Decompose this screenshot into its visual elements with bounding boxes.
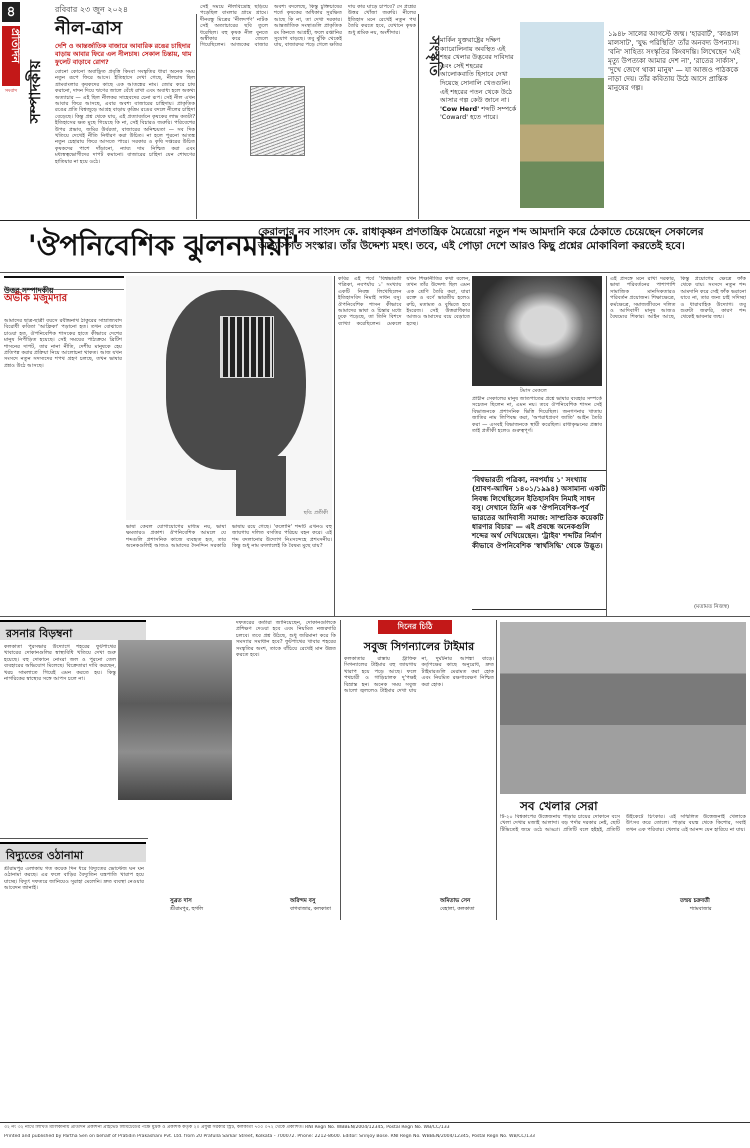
masthead: [0, 0, 50, 210]
page-number: ৪: [2, 2, 20, 22]
main-col5: এই প্রসঙ্গে মনে রাখা দরকার, ভাষা পরিবর্তনের পাশাপাশি সামাজিক মানসিকতারও পরিবর্তন প্রয়োজন। শিক্ষাক্ষেত্রে, কর্মক্ষেত্রে, সমাজজীবনে দলিত ও আদিবাসী মানুষ আজও বৈষম্যের শিকার। আইন আছে, কিন্তু প্রয়োগের ক্ষেত্রে ফাঁক থেকে যায়। সংসদে নতুন শব্দ আমদানি করে সেই ফাঁক ভরানো যাবে না, তার জন্য চাই সদিচ্ছা ও ধারাবাহিক উদ্যোগ। তবু শুরুটা জরুরি, কারণ শব্দ থেকেই ভাবনার জন্ম।: [610, 276, 746, 321]
top-left-editorial: [55, 18, 195, 218]
divider: [496, 620, 497, 920]
banner-title: 'ঔপনিবেশিক ঝুলনমায়া': [28, 229, 300, 262]
letter-body: কলকাতার রাস্তায় ট্রাফিক সিগন্যালের টাইমার বহু জায়গায় খারাপ হয়ে পড়ে আছে। ফলে পথচারী ও গাড়িচালক দু'পক্ষই বিভ্রান্ত হন। অনেক সময় সবুজ আলো জ্বললেও টাইমার দেখা যায় না, দুর্ঘটনার আশঙ্কা বাড়ে। কর্তৃপক্ষের কাছে অনুরোধ, দ্রুত টাইমারগুলি মেরামত করা হোক এবং নিয়মিত রক্ষণাবেক্ষণ নিশ্চিত করা হোক।: [344, 656, 494, 695]
bottom-left-location: বাগবাজার, কলকাতা: [290, 906, 331, 912]
article-author: অভীক মজুমদার: [4, 293, 68, 304]
bottom-left2-title: বিদ্যুতের ওঠানামা: [6, 849, 84, 862]
top-right-body: ১৯৪৮ সালের আগস্টে জন্ম। 'হারবার্ট', 'কাঙাল মালসাট', 'যুদ্ধ পরিস্থিতি' তাঁর অনবদ্য উপন্যাস। 'বনি' সাহিত্য সংস্কৃতির কিংবদন্তি। লিখেছেন 'এই মৃত্যু উপত্যকা আমার দেশ না', 'রাতের সার্কাস', 'দুখে জেগে থাকা মানুষ' — যা আজও পাঠককে নাড়া দেয়। তাঁর কবিতায় উঠে আসে প্রান্তিক মানুষের গল্প।: [608, 30, 741, 92]
quote-tail-line: [440, 105, 518, 122]
main-col2: ভাষা কেবল যোগাযোগের মাধ্যম নয়, ভাষা ক্ষমতারও প্রকাশ। ঔপনিবেশিক আমলে যে শব্দগুলি প্রশাসনিক কাজে ব্যবহৃত হত, তার অনেকগুলিই আজও আমাদের দৈনন্দিন সরকারি ভাষায় রয়ে গেছে। 'কলোনি' শব্দটি এখনও বহু জায়গায় দলিত বসতির পরিচয় বহন করে। এই শব্দ বদলানোর উদ্যোগ নিঃসন্দেহে প্রশংসনীয়। কিন্তু শুধু নাম বদলালেই কি বৈষম্য মুছে যায়?: [126, 524, 332, 550]
bottom-right-body: টি-২০ বিশ্বকাপের উত্তেজনায় পাড়ার চায়ের দোকানে বসে খেলা দেখার মজাই আলাদা। বড় পর্দার দরকার নেই, ছোট টিভিতেই জমে ওঠে আড্ডা। প্রতিটি বলে হইহই, প্রতিটি উইকেটে চিৎকার। এই সম্মিলিত উত্তেজনাই খেলাকে উৎসব করে তোলে। পাড়ার বয়স্ক থেকে কিশোর, সবাই তখন এক পরিবার। খেলার এই আনন্দ যেন হারিয়ে না যায়।: [500, 814, 746, 833]
quote-box: [422, 22, 518, 212]
divider: [196, 14, 197, 219]
cage: [220, 316, 274, 378]
top-left-body: বোনো কোনো অবাঞ্ছিত প্রবৃত্তি কিংবা সংস্কৃতির ধারা অনেক সময় নতুন রূপে ফিরে আসে। ইতিহাসে দেখা গেছে, নীলচাষ ছিল গ্রামবাংলার কৃষকদের কাছে এক আতঙ্কের নাম। জোর করে চাষ করানো, দাদন দিয়ে ঋণের জালে বেঁধে রাখা এবং অবাধ্য হলে অকথ্য অত্যাচার — এই ছিল নীলকর সাহেবদের চেনা রূপ। সেই নীল এখন আবার ফিরে আসছে, এবার অবশ্য বাজারের চাহিদায়। প্রাকৃতিক রঙের প্রতি বিশ্বজুড়ে আগ্রহ বাড়ায় কৃত্রিম রঙের বদলে নীলের চাহিদা বেড়েছে। কিন্তু প্রশ্ন থেকে যায়, এই প্রত্যাবর্তনে কৃষকের লাভ কতটা? ইতিহাসের ক্ষত মুছে গিয়েছে কি না, সেই বিচারও জরুরি। পরিবেশের উপর প্রভাব, জমির উর্বরতা, বাজারের অনিশ্চয়তা — সব দিক খতিয়ে দেখেই নীতি নির্ধারণ করা উচিত। না হলে পুরনো আতঙ্ক নতুন চেহারায় ফিরে আসতে পারে। সরকার ও কৃষি দপ্তরের উচিত কৃষকদের পাশে দাঁড়ানো, ন্যায্য দাম নিশ্চিত করা এবং মধ্যস্বত্বভোগীদের দাপট কমানো। বাজারের চাহিদা যেন শোষণের হাতিয়ার না হয়ে ওঠে।: [55, 69, 195, 165]
divider: [418, 14, 419, 219]
bottom-left-col2: দফতরের কর্তারা জানিয়েছেন, দোকানগুলিকে প্রশিক্ষণ দেওয়া হবে এবং নিয়মিত নজরদারি চলবে। তবে প্রশ্ন উঠছে, শুধু জরিমানা করে কি সমস্যার সমাধান হবে? ফুটপাথের খাবার শহরের সংস্কৃতির অংশ, তাকে বাঁচিয়ে রেখেই মান উন্নত করতে হবে।: [236, 620, 336, 659]
quote-label: সংস্কৃতি: [426, 36, 442, 76]
top-right-text: [608, 30, 746, 210]
divider: [0, 1122, 750, 1123]
quote-highlight: 'Cow Herd': [440, 104, 480, 113]
bottom-left-body: কলকাতা পুরসভার উদ্যোগে শহরের ফুটপাথের খাবারের দোকানগুলির স্বাস্থ্যবিধি খতিয়ে দেখা শুরু হয়েছে। বহু দোকানে নোংরা জল ও পুরনো তেল ব্যবহারের অভিযোগ মিলেছে। বিক্রেতারা দাবি করছেন, খরচ সামলাতে গিয়েই এমন করতে হয়। কিন্তু নাগরিকের স্বাস্থ্যের সঙ্গে আপস চলে না।: [4, 644, 116, 683]
top-middle-text: [200, 4, 416, 218]
street-food-photo: [118, 640, 232, 800]
quote-tail: শব্দটি সম্পর্কে 'Coward' হতে পারে।: [440, 104, 517, 122]
paper-logo: [2, 26, 20, 86]
pull-quote: [472, 470, 606, 610]
main-illustration: [126, 276, 332, 520]
bottom-right-title: সব খেলার সেরা: [520, 799, 598, 813]
divider: [606, 276, 607, 616]
banner: [0, 226, 750, 270]
section-vertical: সম্পাদকীয়: [26, 60, 44, 124]
top-left-subhead: দেশি ও আন্তর্জাতিক বাজারে আবারিক রঙের চাহিদার বাড়ায় আবার ফিরে এল নীলচাষ। সেকাল চিন্তায়, থাম ফুলেট বাড়াবে রোগ?: [55, 42, 192, 66]
macaulay-portrait: [472, 276, 602, 386]
bottom-left2-body: শ্রীরামপুর এলাকায় গত কয়েক দিন ধরে বিদ্যুতের ভোল্টেজ ঘন ঘন ওঠানামা করছে। এর ফলে বাড়ির বৈদ্যুতিন যন্ত্রপাতি খারাপ হয়ে যাচ্ছে। বিদ্যুৎ দফতরে জানিয়েও সুরাহা মেলেনি। দ্রুত ব্যবস্থা নেওয়ার আবেদন জানাই।: [4, 866, 144, 892]
pull-quote-text: 'বিশ্বভারতী পত্রিকা, নবপর্যায় ১' সংখ্যায় (শ্রাবণ-আশ্বিন ১৪০১/১৯৯৪) অসামান্য একটি নিবন্ধ লিখেছিলেন ইতিহাসবিদ নিমাই সাধন বসু। সেখানে তিনি এক 'ঔপনিবেশিক-পূর্ব ভারতের আদিবাসী সমাজ: সাম্প্রতিক কয়েকটি ধারণার বিচার' — এই প্রবন্ধে অনেকগুলি শব্দের অর্থ দেখিয়েছেন। 'ট্রাইব' শব্দটির নির্মাণ কীভাবে ঔপনিবেশিক 'স্বার্থসিদ্ধি' থেকে উদ্ভূত।: [472, 475, 606, 550]
portrait-caption: টমাস মেকলে: [520, 388, 547, 394]
cricket-photo: [500, 622, 746, 794]
main-col4: প্রাচীন সেকালের মানুষ জাতপাতের প্রশ্নে ভাষার ব্যবহার সম্পর্কে সচেতন ছিলেন না, এমন নয়। তবে ঔপনিবেশিক শাসন সেই বিভাজনকে প্রশাসনিক ভিত্তি দিয়েছিল। জনগণনার খাতায় জাতির নাম লিপিবদ্ধ করা, 'অপরাধপ্রবণ জাতি' আইন তৈরি করা — এসবই বিভাজনকে স্থায়ী করেছিল। রাধাকৃষ্ণনের প্রস্তাব তাই প্রতীকী হলেও গুরুত্বপূর্ণ।: [472, 396, 602, 435]
illustration-caption: ছবি: প্রতীকী: [303, 510, 328, 516]
divider: [0, 272, 750, 273]
bottom-left-title: রসনার বিড়ম্বনা: [6, 627, 73, 640]
neck: [236, 456, 286, 516]
bottom-left2-title-bar: [0, 842, 146, 862]
main-col3: কবির এই পর্বে 'বিশ্বভারতী পত্রিকা, নবপর্যায় ১' সংখ্যায় একটি নিবন্ধ লিখেছিলেন ইতিহাসবিদ নিমাই সাধন বসু। ঔপনিবেশিক শাসন কীভাবে আমাদের ভাষা ও চিন্তার মধ্যে ঢুকে পড়েছে, তা তিনি বিশদে ব্যাখ্যা করেছিলেন। মেকলে যখন শিক্ষানীতির কথা বলেন, তখন তাঁর উদ্দেশ্য ছিল এমন এক শ্রেণি তৈরি করা, যারা রক্তে ও বর্ণে ভারতীয় হলেও রুচি, মতামত ও বুদ্ধিতে হবে ইংরেজ। সেই উত্তরাধিকার আজও আমাদের বয়ে বেড়াতে হচ্ছে।: [338, 276, 470, 327]
bottom-right-location: শ্যামবাজার: [690, 906, 712, 912]
divider: [340, 620, 341, 920]
footer-line1: ৩২ নং ৩২ নাথে লিখিত মালিকানায় প্রতিদিন প্রকাশনা প্রাইভেট লিমিটেডের পক্ষে মুদ্রক ও প্রকাশক কর্তৃক ২০ প্রফুল্ল সরকার স্ট্রিট, কলকাতা ৭০০ ০৭২ থেকে প্রকাশিত। RNI Regn No. WBBEN/2004/12345, Postal Regn No. WB/CC/133: [4, 1125, 450, 1130]
article-label: [4, 276, 124, 295]
bottom-left2-location: শ্রীরামপুর, হুগলি: [170, 906, 204, 912]
date-line: রবিবার ২৩ জুন ২০২৪: [55, 5, 129, 14]
headline-nil-tras: নীল-ত্রাস: [55, 18, 123, 39]
quote-intro: মার্কিন যুক্তরাষ্ট্রের দক্ষিণ ক্যারোলিনায় অবস্থিত এই শহর খেলার উদ্ভবের দাবিদার এবং সেই শহরের আলোকবাতি হিসাবে দেখা দিয়েছে সোনালি খেতগুলি। এই শহরের পতন থেকে উঠে আসার গল্প কেউ জানে না।: [440, 36, 514, 105]
letter-title: সবুজ সিগন্যালের টাইমার: [363, 640, 475, 653]
main-col1: আমাদের ছাত্র-ছাত্রী বয়সে রবীন্দ্রনাথ ঠাকুরের সাম্রাজ্যবাদ বিরোধী কবিতা 'আফ্রিকা' পড়ানো হত। তখন বোঝাতে চাওয়া হত, ঔপনিবেশিক শাসকের হাতে কীভাবে দেশের মানুষ নিপীড়িত হয়েছে। সেই সময়ের পাঠ্যক্রমে ব্রিটিশ শাসনের দাপট, তার নানা নীতি, দেশীয় মানুষকে হেয় প্রতিপন্ন করার প্রক্রিয়া নিয়ে আলোচনা থাকত। আজ যখন সংসদে নতুন সদস্যদের শপথ গ্রহণ চলছে, তখন ভাষার প্রশ্নও উঠে আসছে।: [4, 318, 122, 369]
divider: [0, 220, 750, 221]
bottom-left-byline: অরিন্দম বসু: [290, 898, 316, 904]
article-label-text: উত্তর সম্পাদকীয়: [4, 286, 54, 295]
top-middle-body: সেই সময়ে নীলবিদ্রোহ ছড়িয়ে পড়েছিল বাংলার গ্রামে গ্রামে। দীনবন্ধু মিত্রের 'নীলদর্পণ' নাটক সেই অত্যাচারের ছবি তুলে ধরেছিল। বহু কৃষক নীল বুনতে অস্বীকার করে জেলে গিয়েছিলেন। আজকের বাজার অবশ্য বদলেছে, কিন্তু চুক্তিচাষের শর্তে কৃষকের অধিকার সুরক্ষিত আছে কি না, তা দেখা দরকার। আন্তর্জাতিক সংস্থাগুলি প্রাকৃতিক রং কিনতে আগ্রহী, ফলে রপ্তানির সুযোগ বাড়ছে। তবু ঝুঁকি থেকেই যায়, বাজারদর পড়ে গেলে ক্ষতির দায় কার ঘাড়ে চাপবে? সে প্রশ্নের উত্তর খোঁজা জরুরি। নীলের ইতিহাস মনে রেখেই নতুন পথ তৈরি করতে হবে, যেখানে কৃষক শুধু শ্রমিক নয়, অংশীদার।: [200, 4, 416, 49]
footer-line2: Printed and published by Partha Sen on behalf of Pratidin Prakashani Pvt. Ltd. from 20 Prafulla Sarkar Street, Kolkata - 700072. Phone: 2212-8600. Editor: Srinjoy Bose. RNI Regn No. WBBEN/2004/12345, Postal Regn No. WB/CC/133: [4, 1134, 535, 1139]
letter-location: বেহালা, কলকাতা: [440, 906, 475, 912]
paper-name: প্রতিদিন: [9, 28, 22, 64]
divider: [0, 838, 148, 839]
bottom-right-byline: তন্ময় চক্রবর্তী: [680, 898, 710, 904]
bottom-left2-byline: সুব্রত দাস: [170, 898, 192, 904]
bottom-left-title-bar: [0, 620, 146, 640]
letter-byline: অমিতাভ সেন: [440, 898, 471, 904]
banner-deck: কেরালার নব সাংসদ কে. রাধাকৃষ্ণন প্রণতান্ত্রিক মৈত্রেয়ো নতুন শব্দ আমদানি করে ঠেকাতে চেয়েছেন সেকালের অভ্যাসগত সংস্কার। তাঁর উদ্দেশ্য মহৎ। তবে, এই পোড়া দেশে আরও কিছু প্রশ্নের মোকাবিলা করতেই হবে।: [258, 226, 704, 252]
divider: [0, 616, 750, 617]
divider: [334, 276, 335, 616]
paper-sub: সংবাদ: [4, 88, 18, 94]
article-byline-end: (মতামত নিজস্ব): [694, 604, 730, 610]
quote-text: [440, 36, 518, 122]
landscape-photo: [520, 22, 604, 208]
letters-tag: দিনের চিঠি: [378, 620, 452, 634]
